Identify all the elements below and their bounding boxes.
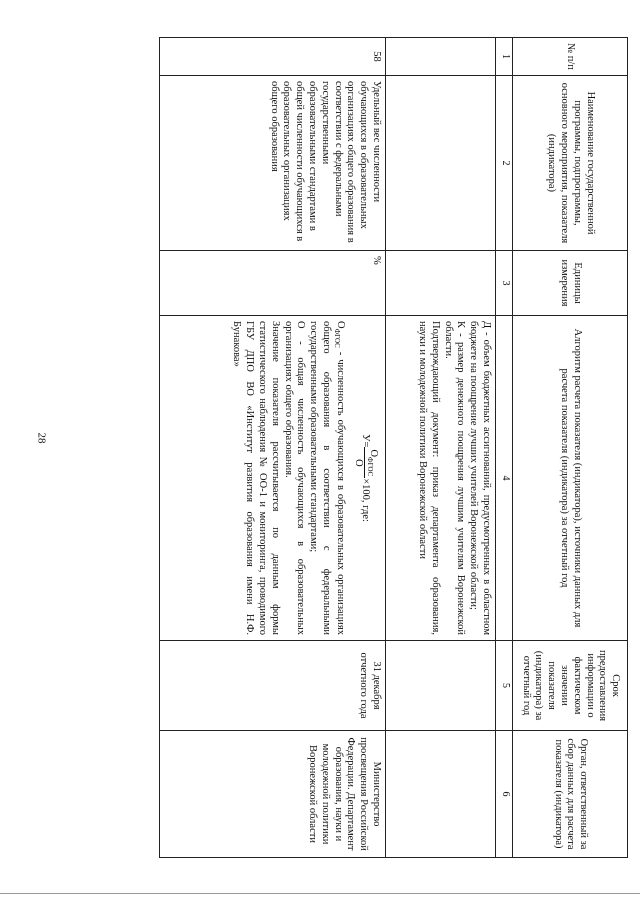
col-number: 3 — [496, 251, 513, 316]
header-algorithm: Алгоритм расчета показателя (индикатора), источники данных для расчета показателя (индикатора) за отчетный год — [513, 316, 628, 641]
formula — [352, 321, 379, 635]
col-number: 5 — [496, 641, 513, 731]
unit-cell: % — [160, 251, 386, 316]
scan-edge-line — [0, 893, 640, 894]
organ-cell: Министерство просвещения Российской Федерации. Департамент образования, науки и молодежной политики Воронежской области — [160, 731, 386, 858]
col-number: 4 — [496, 316, 513, 641]
header-unit: Единицы измерения — [513, 251, 628, 316]
col-number: 2 — [496, 76, 513, 251]
formula-right: ×100, где: — [359, 478, 371, 522]
k-definition: К - размер денежного поощрения лучшим учителям Воронежской области. — [442, 321, 467, 635]
header-number: № п/п — [513, 38, 628, 76]
cell — [386, 641, 496, 731]
deadline-cell: 31 декабря отчетного года — [160, 641, 386, 731]
d-definition: Д - объем бюджетных ассигнований, предусмотренных в областном бюджете на поощрение лучших учителей Воронежской области; — [468, 321, 492, 635]
row-number: 58 — [160, 38, 386, 76]
indicator-name: Удельный вес численности обучающихся в образовательных организациях общего образования в соответствии с федеральными государственными образовательными стандартами в общей численности обучающихся в образовательных организациях общего образования — [160, 76, 386, 251]
formula-numerator-sub: ФГОС — [365, 457, 374, 477]
source-text: Значение показателя рассчитывается по данным формы статистического наблюдения № ОО-1 и мониторинга, проводимого ГБУ ДПО ВО «Институт развития образования имени Н.Ф. Бунакова» — [231, 321, 281, 635]
rotated-table-container — [68, 37, 628, 857]
continued-row — [386, 38, 496, 858]
table-row-58 — [160, 38, 386, 858]
cell — [386, 251, 496, 316]
col-number: 1 — [496, 38, 513, 76]
def-text: - численность обучающихся в образовательных организациях общего образования в соответствии с федеральными государственными образовательными стандартами; — [308, 321, 346, 635]
header-row — [513, 38, 628, 858]
formula-denominator: O — [353, 459, 365, 467]
col-number: 6 — [496, 731, 513, 858]
continued-algorithm-cell — [386, 316, 496, 641]
column-number-row — [496, 38, 513, 858]
definition-ofgos — [306, 321, 345, 635]
header-organ: Орган, ответственный за сбор данных для расчета показателя (индикатора) — [513, 731, 628, 858]
formula-left: У= — [359, 434, 371, 448]
definition-o: О - общая численность обучающихся в образовательных организациях общего образования. — [282, 321, 307, 635]
formula-numerator: O — [368, 449, 379, 458]
def-symbol-sub: ФГОС — [332, 328, 341, 348]
header-name: Наименование государственной программы, подпрограммы, основного мероприятия, показателя (индикатора) — [513, 76, 628, 251]
cell — [386, 76, 496, 251]
header-deadline: Срок предоставления информации о фактическом значении показателя (индикатора) за отчетный год — [513, 641, 628, 731]
algorithm-cell — [160, 316, 386, 641]
page-number: 28 — [35, 432, 48, 444]
cell — [386, 38, 496, 76]
cell — [386, 731, 496, 858]
confirming-document: Подтверждающий документ: приказ департамента образования, науки и молодежной политики Воронежской области — [417, 321, 441, 635]
def-symbol: O — [334, 321, 346, 329]
formula-fraction — [352, 447, 379, 478]
indicator-table — [159, 37, 628, 858]
